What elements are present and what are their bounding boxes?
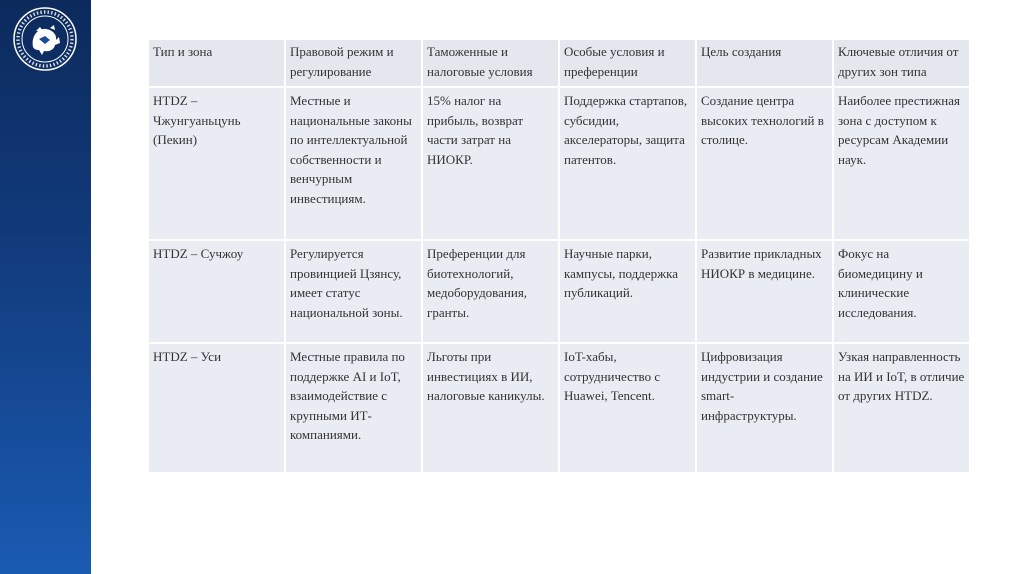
header-cell: Тип и зона bbox=[148, 39, 285, 87]
table-cell: HTDZ – Уси bbox=[148, 343, 285, 473]
table-cell: HTDZ – Чжунгуаньцунь (Пекин) bbox=[148, 87, 285, 240]
table-cell: Создание центра высоких технологий в столице. bbox=[696, 87, 833, 240]
comparison-table bbox=[147, 38, 971, 474]
table-cell: Местные правила по поддержке AI и IoT, взаимодействие с крупными ИТ-компаниями. bbox=[285, 343, 422, 473]
header-cell: Ключевые отличия от других зон типа bbox=[833, 39, 970, 87]
table-cell: Развитие прикладных НИОКР в медицине. bbox=[696, 240, 833, 343]
header-cell: Цель создания bbox=[696, 39, 833, 87]
table-cell: Фокус на биомедицину и клинические исследования. bbox=[833, 240, 970, 343]
table-header-row bbox=[148, 39, 970, 87]
sidebar-band bbox=[0, 0, 91, 574]
table-cell: Преференции для биотехнологий, медоборудования, гранты. bbox=[422, 240, 559, 343]
university-emblem-icon bbox=[12, 6, 78, 72]
table-cell: IoT-хабы, сотрудничество с Huawei, Tencent. bbox=[559, 343, 696, 473]
table-row bbox=[148, 87, 970, 240]
table-cell: Цифровизация индустрии и создание smart-инфраструктуры. bbox=[696, 343, 833, 473]
table-cell: Местные и национальные законы по интеллектуальной собственности и венчурным инвестициям. bbox=[285, 87, 422, 240]
table-cell: Льготы при инвестициях в ИИ, налоговые каникулы. bbox=[422, 343, 559, 473]
table-row bbox=[148, 240, 970, 343]
table-cell: 15% налог на прибыль, возврат части затрат на НИОКР. bbox=[422, 87, 559, 240]
header-cell: Таможенные и налоговые условия bbox=[422, 39, 559, 87]
header-cell: Правовой режим и регулирование bbox=[285, 39, 422, 87]
table-cell: Научные парки, кампусы, поддержка публикаций. bbox=[559, 240, 696, 343]
table-cell: Поддержка стартапов, субсидии, акселераторы, защита патентов. bbox=[559, 87, 696, 240]
header-cell: Особые условия и преференции bbox=[559, 39, 696, 87]
table-row bbox=[148, 343, 970, 473]
table-cell: Узкая направленность на ИИ и IoT, в отличие от других HTDZ. bbox=[833, 343, 970, 473]
table-cell: HTDZ – Сучжоу bbox=[148, 240, 285, 343]
table-cell: Наиболее престижная зона с доступом к ресурсам Академии наук. bbox=[833, 87, 970, 240]
table-cell: Регулируется провинцией Цзянсу, имеет статус национальной зоны. bbox=[285, 240, 422, 343]
